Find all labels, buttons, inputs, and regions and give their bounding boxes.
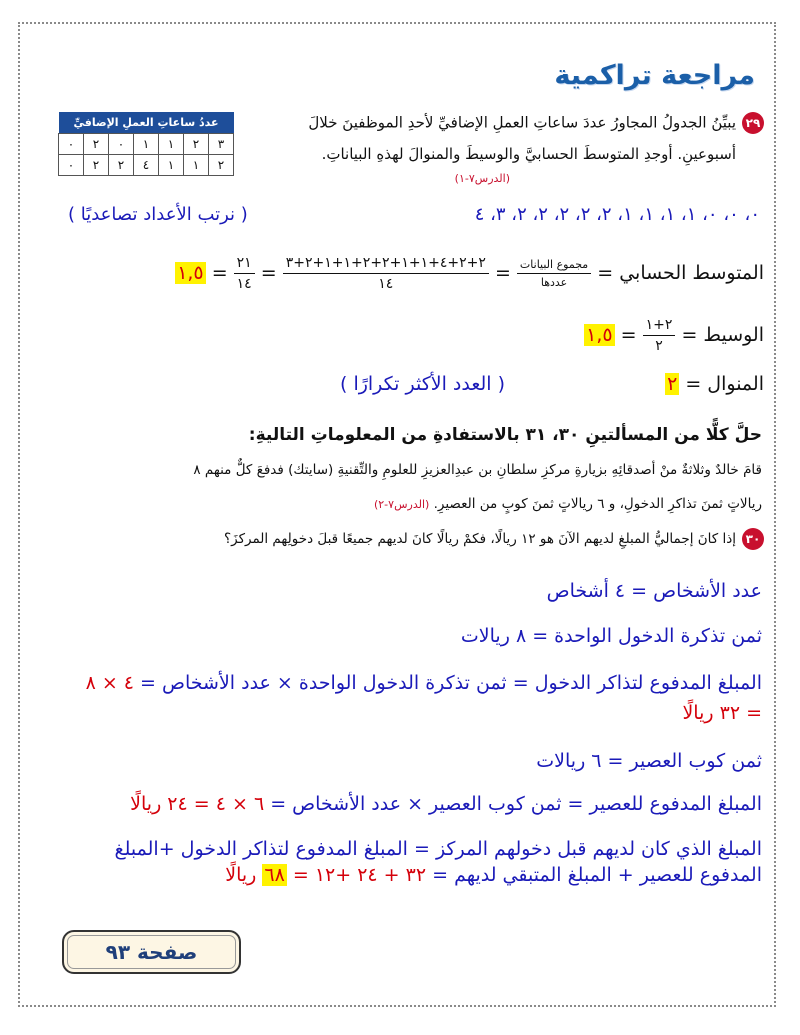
story-line1: قامَ خالدٌ وثلاثةٌ منْ أصدقائِهِ بزيارةِ مركزِ سلطانِ بن عبدِالعزيزِ للعلومِ والتِّقنيةِ (سايتك) فدفعَ كلٌّ منهم ٨: [193, 462, 762, 478]
median-line: الوسيط = $\frac{٢+١}{٢}$ = ١,٥: [586, 317, 764, 354]
mode-note: ( العدد الأكثر تكرارًا ): [340, 373, 506, 395]
table-cell: ١: [159, 155, 184, 176]
page-number-label: صفحة ٩٣: [62, 930, 241, 974]
total-calc: ٣٢ + ٢٤ +١٢ =: [292, 864, 427, 886]
fraction-numerator: ٢+١: [643, 317, 676, 336]
mode-line: [665, 373, 764, 395]
q29-text-line1: يبيِّنُ الجدولُ المجاورُ عددَ ساعاتِ العملِ الإضافيِّ لأحدِ الموظفينَ خلالَ: [308, 113, 736, 132]
table-cell: ٢: [84, 134, 109, 155]
median-fraction: [643, 317, 676, 354]
total-result: ٦٨: [264, 864, 285, 886]
fraction-denominator: ١٤: [378, 276, 394, 292]
total-label: المدفوع للعصير + المبلغ المتبقي لديهم =: [432, 864, 762, 886]
instruction: حلَّ كلًّا من المسألتينِ ٣٠، ٣١ بالاستفادةِ من المعلوماتِ التاليةِ:: [248, 425, 762, 445]
table-cell: ٢: [209, 155, 234, 176]
solution-total-line2: [225, 864, 762, 886]
table-cell: ١: [184, 155, 209, 176]
solution-paid-tickets: [86, 672, 762, 694]
solution-ticket: ثمن تذكرة الدخول الواحدة = ٨ ريالات: [460, 625, 762, 647]
q30-text: إذا كانَ إجماليُّ المبلغِ لديهم الآنَ هو ١٢ ريالًا، فكمْ ريالًا كانَ لديهم جميعًا قبلَ دخولِهم المركزَ؟: [223, 531, 736, 547]
solution-paid-juice: [130, 793, 762, 815]
table-cell: ٢: [109, 155, 134, 176]
table-cell: ٠: [59, 134, 84, 155]
story-lesson-ref: (الدرس٧-٢): [373, 498, 430, 511]
mode-label: المنوال =: [685, 373, 764, 395]
paid-tickets-label: المبلغ المدفوع لتذاكر الدخول = ثمن تذكرة الدخول الواحدة × عدد الأشخاص =: [140, 672, 762, 694]
q30-line: [224, 528, 764, 550]
story-line2: [374, 496, 762, 512]
mean-sum-fraction: [283, 255, 489, 292]
table-cell: ٢: [84, 155, 109, 176]
fraction-numerator: ٢+٢+٤+١+١+٢+٢+١+١+٢+٣: [283, 255, 489, 274]
total-unit: ريالًا: [225, 864, 257, 886]
solution-persons: عدد الأشخاص = ٤ أشخاص: [546, 580, 762, 602]
fraction-denominator: ٢: [655, 338, 663, 354]
q29-lesson-ref: (الدرس٧-١): [454, 172, 510, 185]
table-header: عددُ ساعاتِ العملِ الإضافيِّ: [59, 112, 234, 134]
table-row: [59, 134, 234, 155]
overtime-hours-table: [58, 112, 234, 176]
mean-line: المتوسط الحسابي = $\frac{\text{مجموع البيانات}}{\text{عددها}}$ = $\frac{٢+٢+٤+١+١+٢+٢+١+١+٢+٣}{١٤}$ = $\frac{٢١}{١٤}$ = ١,٥: [177, 255, 764, 292]
table-row: [59, 155, 234, 176]
sorted-values: ٠، ٠، ٠، ١، ١، ١، ١، ٢، ٢، ٢، ٢، ٢، ٣، ٤: [474, 204, 760, 225]
table-cell: ٣: [209, 134, 234, 155]
paid-tickets-calc: ٤ × ٨: [85, 672, 134, 694]
mean-definition-fraction: [517, 258, 591, 289]
table-cell: ٠: [109, 134, 134, 155]
table-cell: ١: [134, 134, 159, 155]
mean-label: المتوسط الحسابي =: [597, 262, 764, 284]
fraction-numerator: ٢١: [234, 255, 255, 274]
fraction-denominator: عددها: [540, 276, 568, 289]
table-cell: ٤: [134, 155, 159, 176]
q30-number-badge: ٣٠: [742, 528, 764, 550]
table-cell: ١: [159, 134, 184, 155]
q29-text-line2: أسبوعينِ. أوجدِ المتوسطَ الحسابيَّ والوسيطَ والمنوالَ لهذهِ البياناتِ.: [321, 145, 736, 163]
section-title: مراجعة تراكمية: [554, 60, 755, 91]
solution-juice: ثمن كوب العصير = ٦ ريالات: [536, 750, 762, 772]
solution-total-line1: المبلغ الذي كان لديهم قبل دخولهم المركز = المبلغ المدفوع لتذاكر الدخول +المبلغ: [114, 838, 762, 860]
fraction-numerator: مجموع البيانات: [517, 258, 591, 274]
paid-juice-calc: ٦ × ٤ = ٢٤ ريالًا: [130, 793, 265, 815]
median-result: ١,٥: [586, 324, 613, 346]
q29-number-badge: ٢٩: [742, 112, 764, 134]
mean-simplified-fraction: [234, 255, 255, 292]
table-cell: ٠: [59, 155, 84, 176]
story-text-line2: ريالاتٍ ثمنَ تذاكرِ الدخولِ، و ٦ ريالاتٍ ثمنَ كوبٍ من العصيرِ.: [433, 496, 762, 512]
paid-tickets-result: = ٣٢ ريالًا: [682, 702, 762, 724]
fraction-denominator: ١٤: [236, 276, 252, 292]
table-cell: ٢: [184, 134, 209, 155]
paid-juice-label: المبلغ المدفوع للعصير = ثمن كوب العصير × عدد الأشخاص =: [270, 793, 762, 815]
mean-result: ١,٥: [177, 262, 204, 284]
median-label: الوسيط: [703, 324, 764, 346]
sorted-note: ( نرتب الأعداد تصاعديًا ): [68, 204, 248, 225]
q29-line1: [308, 112, 764, 134]
mode-result: ٢: [667, 373, 678, 395]
